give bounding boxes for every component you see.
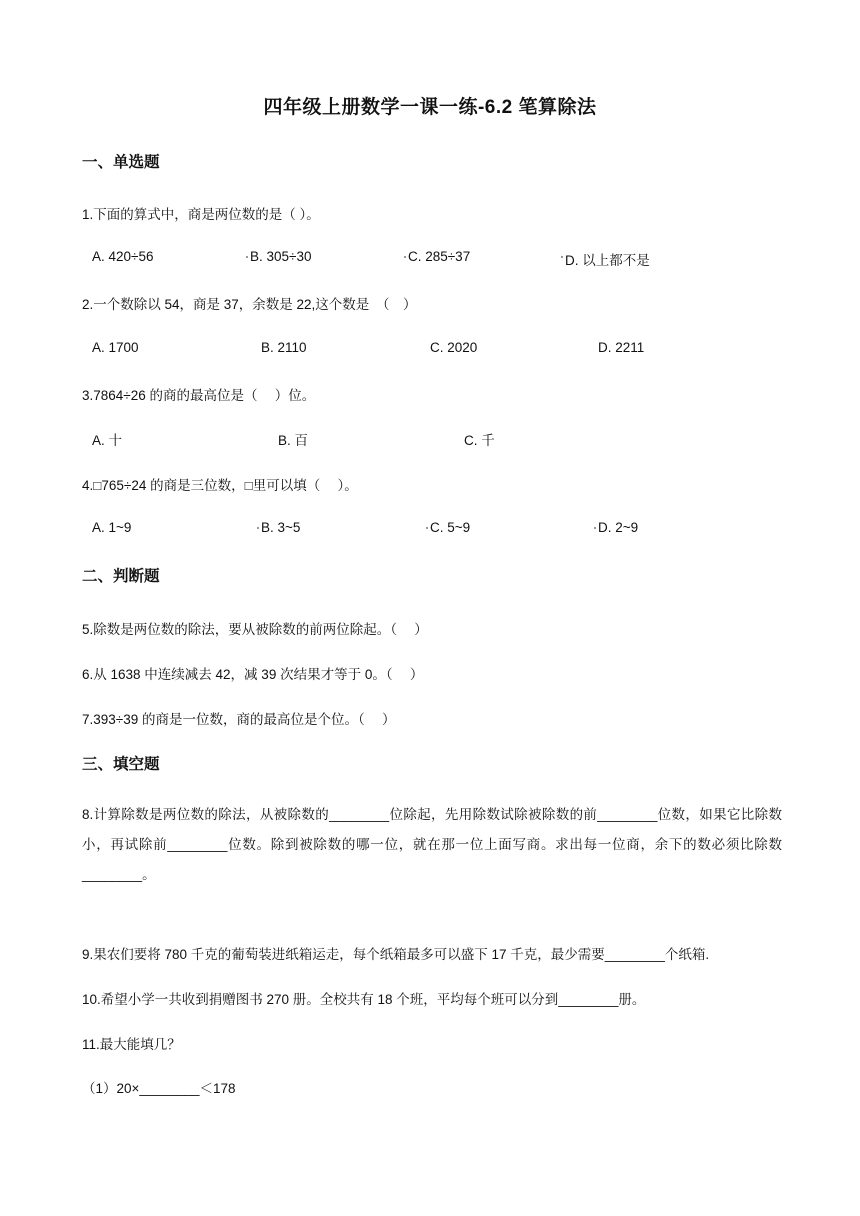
question-6: 6.从 1638 中连续减去 42，减 39 次结果才等于 0。（ ） bbox=[82, 667, 424, 682]
option-d: D. 2~9 bbox=[598, 520, 639, 535]
option-b: B. 2110 bbox=[261, 340, 307, 355]
section-heading-fill-blank: 三、填空题 bbox=[82, 756, 160, 773]
option-c: C. 285÷37 bbox=[408, 249, 471, 264]
question-1: 1.下面的算式中，商是两位数的是（ ）。 bbox=[82, 207, 320, 222]
question-3: 3.7864÷26 的商的最高位是（ ）位。 bbox=[82, 388, 316, 403]
question-2: 2.一个数除以 54，商是 37，余数是 22,这个数是 （ ） bbox=[82, 297, 417, 312]
option-c: C. 5~9 bbox=[430, 520, 471, 535]
question-11: 11.最大能填几？ bbox=[82, 1037, 181, 1052]
question-10: 10.希望小学一共收到捐赠图书 270 册。全校共有 18 个班，平均每个班可以分到________册。 bbox=[82, 992, 646, 1007]
option-d: D. 2211 bbox=[598, 340, 645, 355]
page-title: 四年级上册数学一课一练-6.2 笔算除法 bbox=[263, 97, 597, 118]
option-a: A. 420÷56 bbox=[92, 249, 154, 264]
option-c: C. 千 bbox=[464, 433, 495, 448]
option-b: B. 百 bbox=[278, 433, 309, 448]
question-9: 9.果农们要将 780 千克的葡萄装进纸箱运走，每个纸箱最多可以盛下 17 千克，最少需要________个纸箱. bbox=[82, 947, 710, 962]
option-b: B. 305÷30 bbox=[250, 249, 312, 264]
question-11-part-1: （1）20×________＜178 bbox=[82, 1081, 236, 1096]
question-8: 8.计算除数是两位数的除法，从被除数的________位除起，先用除数试除被除数的前________位数，如果它比除数小，再试除前________位数。除到被除数的哪一位，就在那一位上面写商。求出每一位商，余下的数必须比除数________。 bbox=[82, 807, 782, 882]
option-c: C. 2020 bbox=[430, 340, 478, 355]
option-a: A. 十 bbox=[92, 433, 123, 448]
section-heading-single-choice: 一、单选题 bbox=[82, 154, 160, 171]
question-7: 7.393÷39 的商是一位数，商的最高位是个位。（ ） bbox=[82, 712, 396, 727]
question-4: 4.□765÷24 的商是三位数，□里可以填（ ）。 bbox=[82, 478, 358, 493]
option-d: D. 以上都不是 bbox=[565, 249, 650, 269]
section-heading-true-false: 二、判断题 bbox=[82, 568, 160, 585]
option-a: A. 1~9 bbox=[92, 520, 132, 535]
option-b: B. 3~5 bbox=[261, 520, 301, 535]
option-a: A. 1700 bbox=[92, 340, 139, 355]
question-5: 5.除数是两位数的除法，要从被除数的前两位除起。（ ） bbox=[82, 622, 428, 637]
